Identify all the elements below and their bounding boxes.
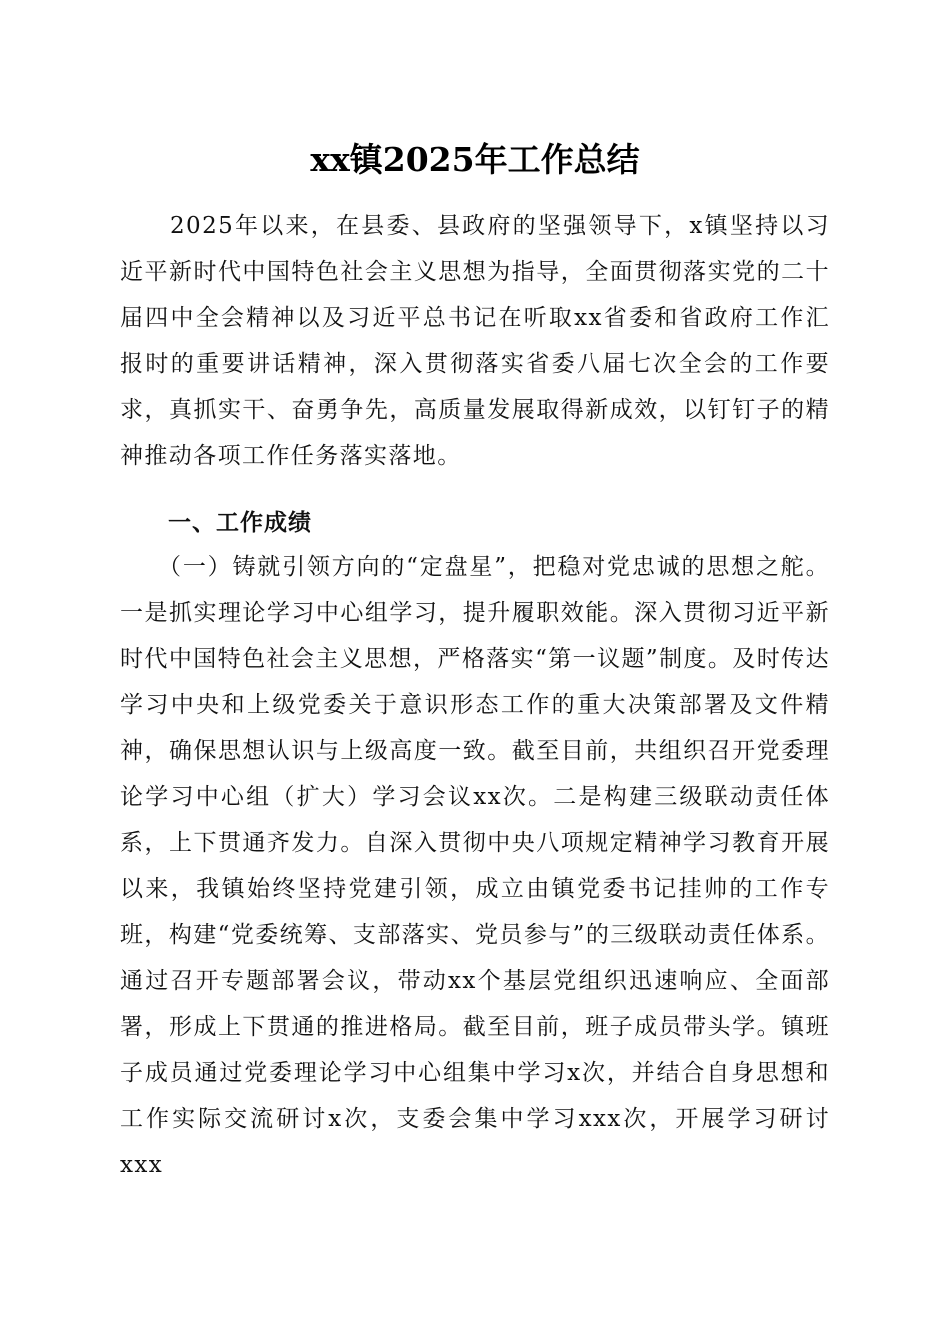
subsection-paragraph — [120, 544, 830, 1188]
subsection-body: 一是抓实理论学习中心组学习，提升履职效能。深入贯彻习近平新时代中国特色社会主义思想，严格落实“第一议题”制度。及时传达学习中央和上级党委关于意识形态工作的重大决策部署及文件精神，确保思想认识与上级高度一致。截至目前，共组织召开党委理论学习中心组（扩大）学习会议xx次。二是构建三级联动责任体系，上下贯通齐发力。自深入贯彻中央八项规定精神学习教育开展以来，我镇始终坚持党建引领，成立由镇党委书记挂帅的工作专班，构建“党委统筹、支部落实、党员参与”的三级联动责任体系。通过召开专题部署会议，带动xx个基层党组织迅速响应、全面部署，形成上下贯通的推进格局。截至目前，班子成员带头学。镇班子成员通过党委理论学习中心组集中学习x次，并结合自身思想和工作实际交流研讨x次，支委会集中学习xxx次，开展学习研讨xxx — [120, 600, 830, 1178]
subsection-heading: （一）铸就引领方向的“定盘星”，把稳对党忠诚的思想之舵。 — [158, 554, 830, 580]
section-heading: 一、工作成绩 — [168, 510, 312, 536]
document-title: xx镇2025年工作总结 — [310, 140, 640, 179]
intro-paragraph: 2025年以来，在县委、县政府的坚强领导下，x镇坚持以习近平新时代中国特色社会主义思想为指导，全面贯彻落实党的二十届四中全会精神以及习近平总书记在听取xx省委和省政府工作汇报时的重要讲话精神，深入贯彻落实省委八届七次全会的工作要求，真抓实干、奋勇争先，高质量发展取得新成效，以钉钉子的精神推动各项工作任务落实落地。 — [120, 213, 830, 469]
